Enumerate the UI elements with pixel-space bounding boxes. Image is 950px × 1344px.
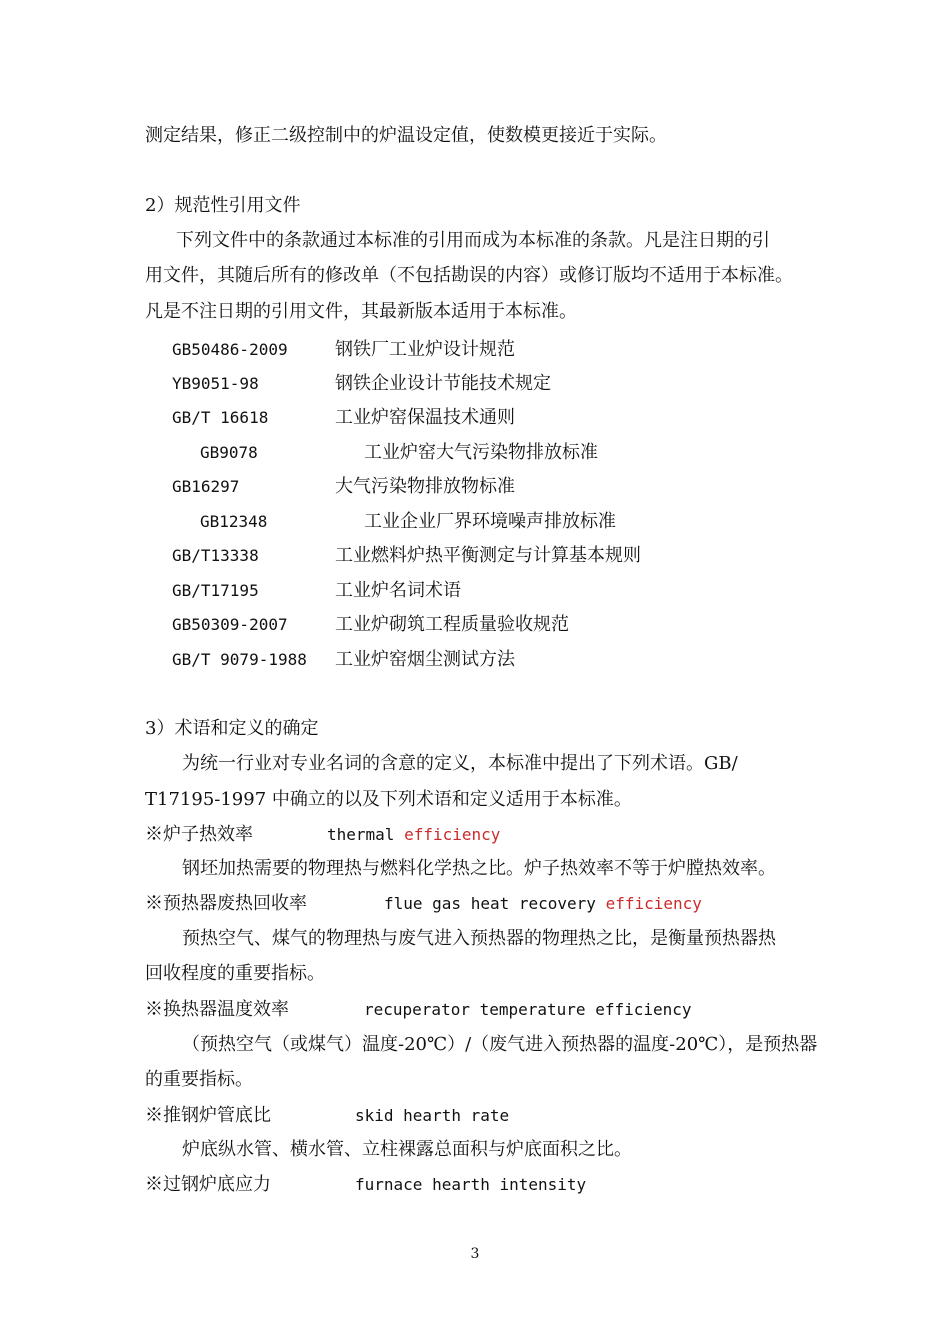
term-chinese: ※推钢炉管底比 xyxy=(145,1105,271,1126)
paragraph-line: T17195-1997 中确立的以及下列术语和定义适用于本标准。 xyxy=(145,789,632,810)
paragraph-line: 下列文件中的条款通过本标准的引用而成为本标准的条款。凡是注日期的引 xyxy=(176,230,770,251)
term-definition: 的重要指标。 xyxy=(145,1069,253,1090)
term-chinese: ※炉子热效率 xyxy=(145,824,253,845)
reference-code: GB/T13338 xyxy=(172,546,259,565)
reference-title: 钢铁企业设计节能技术规定 xyxy=(335,373,551,394)
paragraph-line: 凡是不注日期的引用文件，其最新版本适用于本标准。 xyxy=(145,301,577,322)
term-english: furnace hearth intensity xyxy=(355,1175,587,1194)
term-definition: 回收程度的重要指标。 xyxy=(145,963,325,984)
reference-code: GB50486-2009 xyxy=(172,340,288,359)
term-definition: 钢坯加热需要的物理热与燃料化学热之比。炉子热效率不等于炉膛热效率。 xyxy=(182,858,776,879)
term-chinese: ※换热器温度效率 xyxy=(145,999,289,1020)
term-english: recuperator temperature efficiency xyxy=(364,1000,692,1019)
term-definition: 预热空气、煤气的物理热与废气进入预热器的物理热之比，是衡量预热器热 xyxy=(182,928,776,949)
reference-code: GB50309-2007 xyxy=(172,615,288,634)
reference-code: GB12348 xyxy=(200,512,268,531)
paragraph-line: 用文件，其随后所有的修改单（不包括勘误的内容）或修订版均不适用于本标准。 xyxy=(145,265,793,286)
page-number: 3 xyxy=(470,1246,480,1262)
reference-title: 工业炉窑保温技术通则 xyxy=(335,407,515,428)
paragraph-line: 测定结果，修正二级控制中的炉温设定值，使数模更接近于实际。 xyxy=(145,125,667,146)
reference-code: GB9078 xyxy=(200,443,258,462)
reference-title: 工业炉名词术语 xyxy=(335,580,461,601)
reference-title: 工业燃料炉热平衡测定与计算基本规则 xyxy=(335,545,641,566)
term-definition: （预热空气（或煤气）温度-20℃）/（废气进入预热器的温度-20℃），是预热器 xyxy=(182,1034,818,1055)
term-english: thermal efficiency xyxy=(327,825,501,844)
reference-code: GB/T 9079-1988 xyxy=(172,650,307,669)
reference-title: 工业炉窑大气污染物排放标准 xyxy=(364,442,598,463)
term-english: skid hearth rate xyxy=(355,1106,510,1125)
reference-code: GB/T17195 xyxy=(172,581,259,600)
reference-code: GB16297 xyxy=(172,477,240,496)
term-chinese: ※预热器废热回收率 xyxy=(145,893,307,914)
reference-title: 大气污染物排放物标准 xyxy=(335,476,515,497)
reference-title: 工业炉窑烟尘测试方法 xyxy=(335,649,515,670)
paragraph-line: 为统一行业对专业名词的含意的定义，本标准中提出了下列术语。GB/ xyxy=(182,753,738,774)
term-definition: 炉底纵水管、横水管、立柱裸露总面积与炉底面积之比。 xyxy=(182,1139,632,1160)
reference-title: 工业企业厂界环境噪声排放标准 xyxy=(364,511,616,532)
reference-title: 钢铁厂工业炉设计规范 xyxy=(335,339,515,360)
reference-code: GB/T 16618 xyxy=(172,408,269,427)
section-heading-3: 3）术语和定义的确定 xyxy=(145,718,319,739)
section-heading-2: 2）规范性引用文件 xyxy=(145,195,301,216)
reference-title: 工业炉砌筑工程质量验收规范 xyxy=(335,614,569,635)
reference-code: YB9051-98 xyxy=(172,374,259,393)
term-english: flue gas heat recovery efficiency xyxy=(384,894,702,913)
term-chinese: ※过钢炉底应力 xyxy=(145,1174,271,1195)
